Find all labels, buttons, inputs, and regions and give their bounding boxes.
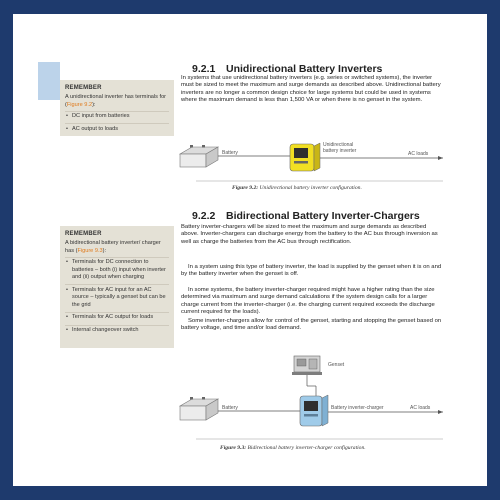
battery-label: Battery bbox=[222, 150, 238, 156]
figure-reference-link[interactable]: Figure 9.3 bbox=[77, 247, 103, 254]
figure-reference-link[interactable]: Figure 9.2 bbox=[66, 101, 93, 108]
genset-icon bbox=[292, 356, 322, 375]
section-paragraph: In systems that use unidirectional battery inverters (e.g. series or switched systems), the inverter must be sized to meet the maximum and surge demands as described above. Unidirectional battery inverters are no longer a common design choice for large systems but could be used in systems where the maximum demand is less than 1,500 VA or when there is no genset in the system. bbox=[181, 75, 441, 104]
battery-icon bbox=[180, 145, 218, 167]
figure-bidirectional-diagram bbox=[178, 352, 448, 442]
list-item: • AC output to loads bbox=[65, 123, 169, 134]
remember-text: A unidirectional inverter has terminals for (Figure 9.2): bbox=[65, 94, 167, 108]
section-heading-9-2-1: 9.2.1 Unidirectional Battery Inverters bbox=[192, 63, 383, 75]
arrow-icon bbox=[438, 410, 443, 414]
list-item: • Terminals for AC input for an AC source – typically a genset but can be the grid bbox=[65, 284, 169, 310]
inverter-label: Unidirectional bbox=[323, 142, 354, 148]
list-item: • Terminals for AC output for loads bbox=[65, 312, 169, 323]
remember-text: A bidirectional battery inverter/ charger has (Figure 9.3): bbox=[65, 240, 161, 254]
unidirectional-inverter-icon bbox=[290, 143, 320, 171]
remember-list bbox=[65, 257, 169, 336]
remember-heading: REMEMBER bbox=[65, 85, 102, 91]
list-item: • DC input from batteries bbox=[65, 111, 169, 122]
section-paragraph: Some inverter-chargers allow for control of the genset, starting and stopping the genset based on battery voltage, and time and/or load demand. bbox=[181, 318, 442, 332]
inverter-charger-label: Battery inverter-charger bbox=[331, 405, 384, 411]
section-heading-9-2-2: 9.2.2 Bidirectional Battery Inverter-Chargers bbox=[192, 210, 420, 222]
ac-loads-label: AC loads bbox=[410, 405, 431, 411]
list-item: • Terminals for DC connection to batteries – both (i) input when inverter and (ii) output when charging bbox=[65, 257, 169, 283]
ac-loads-label: AC loads bbox=[408, 151, 429, 157]
figure-caption: Figure 9.2: Unidirectional battery inverter configuration. bbox=[232, 185, 362, 191]
battery-label: Battery bbox=[222, 405, 238, 411]
section-paragraph: In a system using this type of battery inverter, the load is supplied by the genset when it is on and by the battery inverter when the genset is off. bbox=[181, 264, 442, 278]
arrow-icon bbox=[438, 156, 443, 160]
section-paragraph: Battery inverter-chargers will be sized to meet the maximum and surge demands as described above. Inverter-chargers can discharge energy from the battery to the AC bus through inversion as well as charge the batteries from the AC bus through rectification. bbox=[181, 224, 438, 245]
remember-heading: REMEMBER bbox=[65, 231, 102, 237]
remember-box-unidirectional bbox=[60, 80, 174, 136]
figure-caption: Figure 9.3: Bidirectional battery inverter-charger configuration. bbox=[220, 445, 366, 451]
margin-accent-bar bbox=[38, 62, 60, 100]
remember-list bbox=[65, 111, 169, 135]
genset-label: Genset bbox=[328, 362, 345, 368]
figure-unidirectional-diagram bbox=[178, 134, 448, 182]
inverter-charger-icon bbox=[300, 395, 328, 426]
remember-box-bidirectional bbox=[60, 226, 174, 348]
battery-icon bbox=[180, 397, 218, 420]
inverter-label: battery inverter bbox=[323, 148, 357, 154]
section-paragraph: In some systems, the battery inverter-charger required might have a higher rating than the size determined via maximum and surge demand calculations if the system design calls for a larger charge current from the inverter-charger (i.e. the charging current required exceeds the discharge current required for the loads). bbox=[181, 287, 435, 316]
list-item: • Internal changeover switch bbox=[65, 325, 169, 336]
